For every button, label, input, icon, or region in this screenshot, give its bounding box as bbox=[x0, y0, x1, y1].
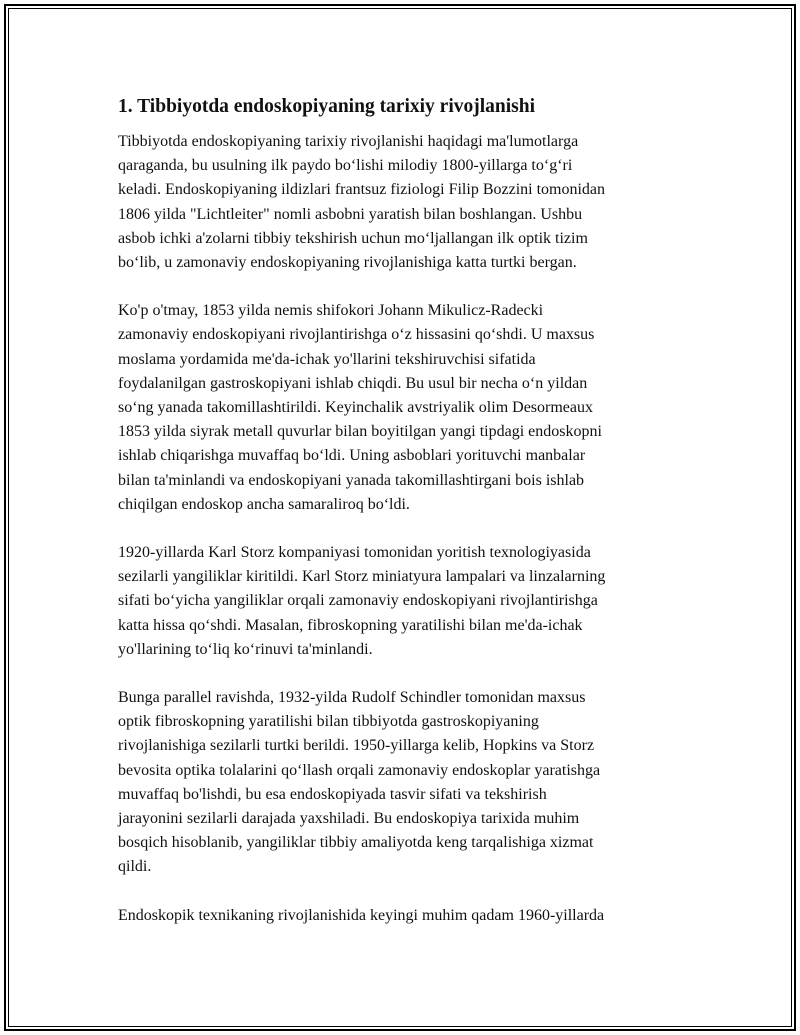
document-body bbox=[118, 94, 688, 952]
text-line: sifati bo‘yicha yangiliklar orqali zamonaviy endoskopiyani rivojlantirishga bbox=[118, 592, 598, 610]
section-heading: 1. Tibbiyotda endoskopiyaning tarixiy rivojlanishi bbox=[118, 96, 536, 117]
text-line: yo'llarining to‘liq ko‘rinuvi ta'minlandi. bbox=[118, 640, 373, 658]
text-line: foydalanilgan gastroskopiyani ishlab chiqdi. Bu usul bir necha o‘n yildan bbox=[118, 374, 588, 392]
paragraph-4 bbox=[118, 686, 688, 880]
text-line: Ko'p o'tmay, 1853 yilda nemis shifokori Johann Mikulicz-Radecki bbox=[118, 302, 544, 320]
text-line: zamonaviy endoskopiyani rivojlantirishga o‘z hissasini qo‘shdi. U maxsus bbox=[118, 326, 595, 344]
text-line: 1853 yilda siyrak metall quvurlar bilan boyitilgan yangi tipdagi endoskopni bbox=[118, 423, 602, 441]
text-line: bilan ta'minlandi va endoskopiyani yanada takomillashtirgani bois ishlab bbox=[118, 471, 585, 489]
text-line: moslama yordamida me'da-ichak yo'llarini tekshiruvchisi sifatida bbox=[118, 350, 536, 368]
text-line: so‘ng yanada takomillashtirildi. Keyinchalik avstriyalik olim Desormeaux bbox=[118, 399, 593, 417]
text-line: Tibbiyotda endoskopiyaning tarixiy rivojlanishi haqidagi ma'lumotlarga bbox=[118, 133, 579, 150]
text-line: muvaffaq bo'lishdi, bu esa endoskopiyada tasvir sifati va tekshirish bbox=[118, 785, 547, 803]
text-line: 1806 yilda "Lichtleiter" nomli asbobni yaratish bilan boshlangan. Ushbu bbox=[118, 205, 583, 223]
text-line: jarayonini sezilarli darajada yaxshiladi. Bu endoskopiya tarixida muhim bbox=[118, 810, 580, 828]
text-line: sezilarli yangiliklar kiritildi. Karl Storz miniatyura lampalari va linzalarning bbox=[118, 568, 606, 586]
text-line: 1920-yillarda Karl Storz kompaniyasi tomonidan yoritish texnologiyasida bbox=[118, 544, 591, 562]
paragraph-2 bbox=[118, 299, 688, 517]
text-line: qildi. bbox=[118, 858, 152, 876]
text-line: keladi. Endoskopiyaning ildizlari frantsuz fiziologi Filip Bozzini tomonidan bbox=[118, 181, 606, 199]
text-line: bevosita optika tolalarini qo‘llash orqali zamonaviy endoskoplar yaratishga bbox=[118, 761, 601, 779]
text-line: chiqilgan endoskop ancha samaraliroq bo‘ldi. bbox=[118, 495, 410, 513]
text-line: optik fibroskopning yaratilishi bilan tibbiyotda gastroskopiyaning bbox=[118, 713, 539, 731]
text-line: bo‘lib, u zamonaviy endoskopiyaning rivojlanishiga katta turtki bergan. bbox=[118, 254, 577, 272]
paragraph-1 bbox=[118, 130, 688, 275]
text-line: asbob ichki a'zolarni tibbiy tekshirish uchun mo‘ljallangan ilk optik tizim bbox=[118, 229, 588, 247]
text-line: Endoskopik texnikaning rivojlanishida keyingi muhim qadam 1960-yillarda bbox=[118, 906, 605, 924]
text-line: Bunga parallel ravishda, 1932-yilda Rudolf Schindler tomonidan maxsus bbox=[118, 689, 586, 707]
text-line: bosqich hisoblanib, yangiliklar tibbiy amaliyotda keng tarqalishiga xizmat bbox=[118, 834, 594, 852]
text-line: rivojlanishiga sezilarli turtki berildi. 1950-yillarga kelib, Hopkins va Storz bbox=[118, 737, 595, 755]
text-line: qaraganda, bu usulning ilk paydo bo‘lishi milodiy 1800-yillarga to‘g‘ri bbox=[118, 157, 573, 175]
paragraph-3 bbox=[118, 541, 688, 662]
text-line: ishlab chiqarishga muvaffaq bo‘ldi. Uning asboblari yorituvchi manbalar bbox=[118, 447, 586, 465]
paragraph-5 bbox=[118, 904, 688, 928]
text-line: katta hissa qo‘shdi. Masalan, fibroskopning yaratilishi bilan me'da-ichak bbox=[118, 616, 583, 634]
